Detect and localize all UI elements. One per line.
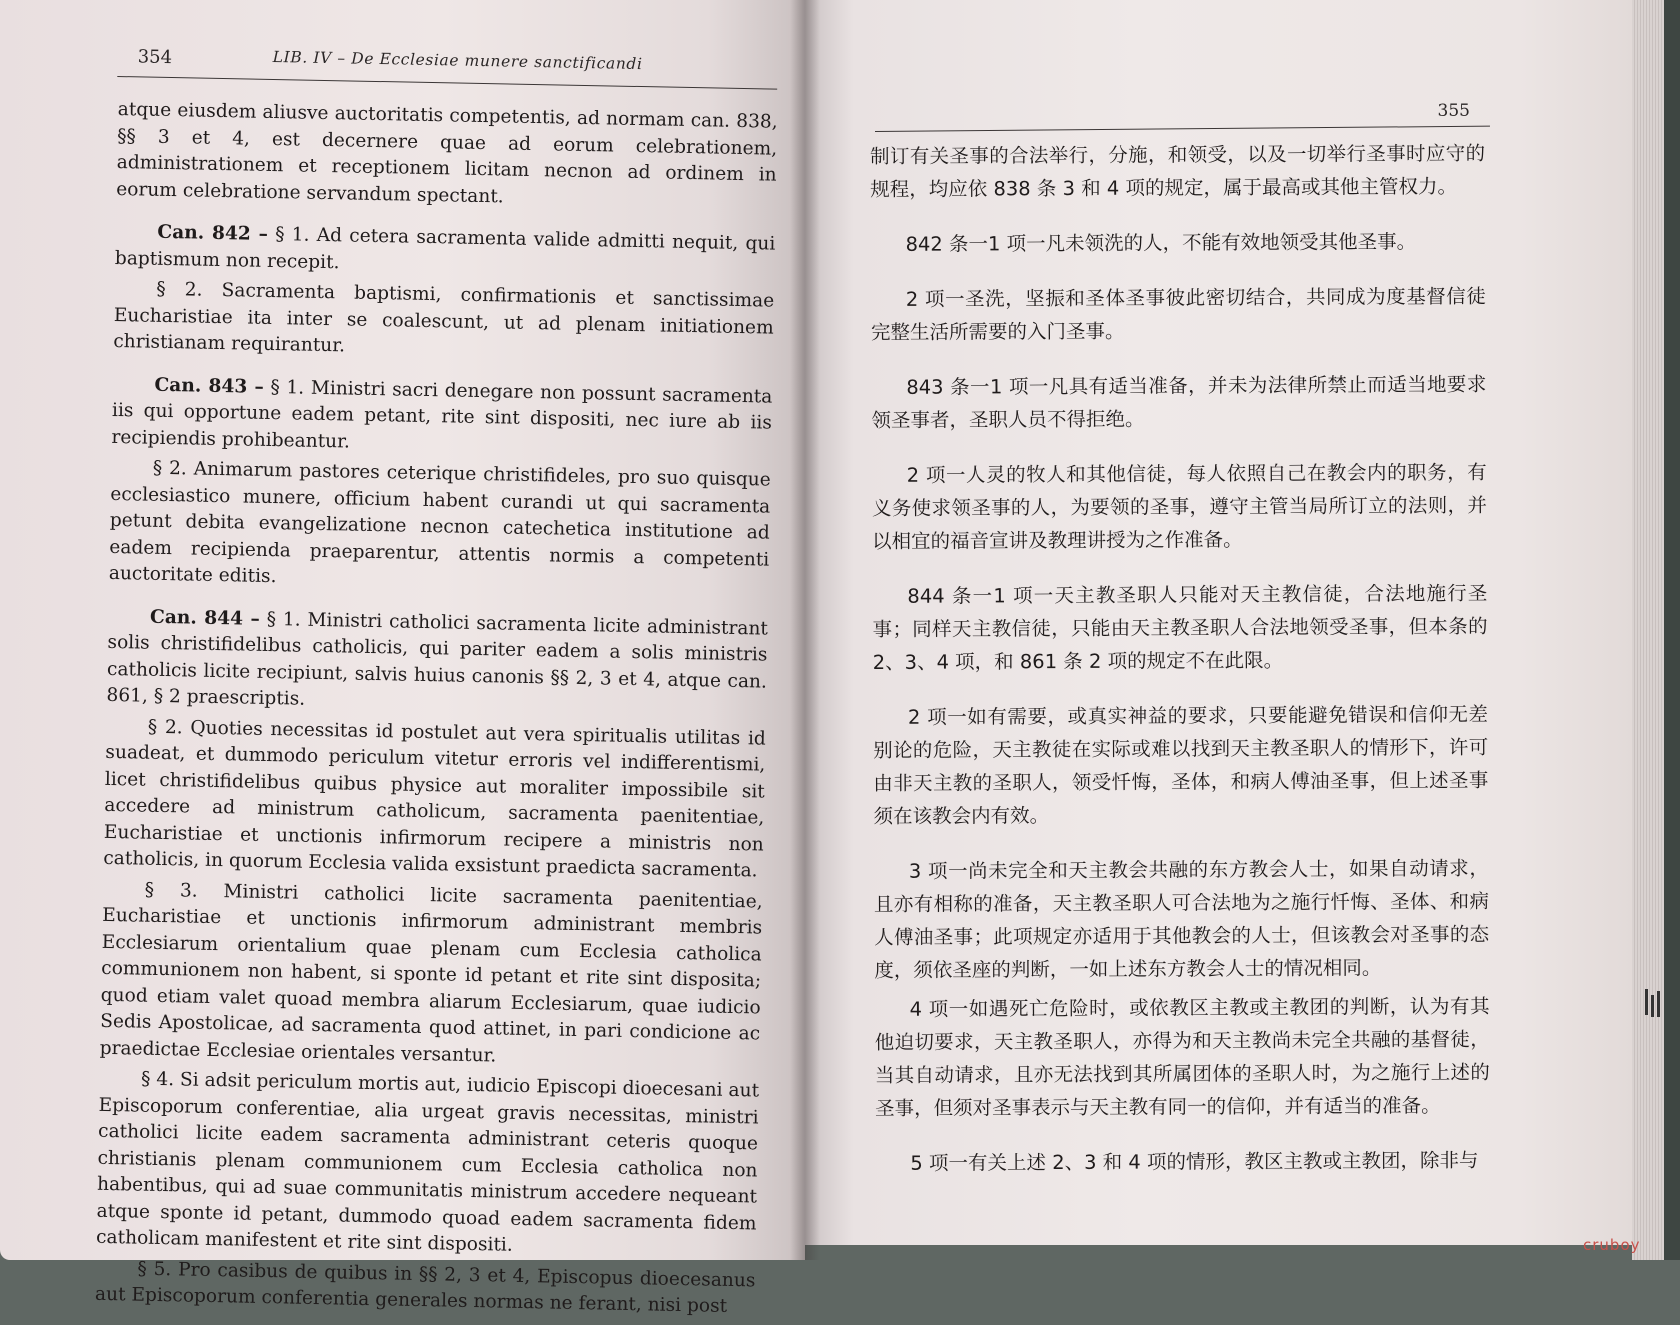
paragraph: atque eiusdem aliusve auctoritatis competentis, ad normam can. 838, §§ 3 et 4, est decernere quae ad eorum celebrationem, administrationem et receptionem licitam necnon ad ordinem in eorum celebratione servandum spectant. (116, 98, 778, 207)
paragraph: 制订有关圣事的合法举行，分施，和领受，以及一切举行圣事时应守的规程，均应依 838 条 3 和 4 项的规定，属于最高或其他主管权力。 (870, 141, 1486, 201)
book-cover-edge (1664, 0, 1680, 1260)
watermark: cruboy (1583, 1236, 1641, 1254)
paragraph (111, 371, 772, 463)
canon-label: Can. 843 – (154, 374, 265, 398)
paragraph: 4 项一如遇死亡危险时，或依教区主教或主教团的判断，认为有其他迫切要求，天主教圣职人，亦得为和天主教尚未完全共融的基督徒，当其自动请求，且亦无法找到其所属团体的圣职人时，为之施行上述的圣事，但须对圣事表示与天主教有同一的信仰，并有适当的准备。 (874, 994, 1490, 1120)
running-head: LIB. IV – De Ecclesiae munere sanctificandi (272, 47, 643, 74)
paragraph: § 2. Quoties necessitas id postulet aut vera spiritualis utilitas id suadeat, et dummodo periculum vitetur erroris vel indifferentismi, licet christifidelibus quibus physice aut moraliter impossibile sit accedere ad ministrum catholicum, sacramenta paenitentiae, Eucharistiae et unctionis infirmorum recipere a ministris non catholicis, in quorum Ecclesia valida exsistunt praedicta sacramenta. (103, 716, 767, 882)
paragraph: 2 项一如有需要，或真实神益的要求，只要能避免错误和信仰无差别论的危险，天主教徒在实际或难以找到天主教圣职人的情形下，许可由非天主教的圣职人，领受忏悔，圣体，和病人傅油圣事，但上述圣事须在该教会内有效。 (873, 702, 1489, 828)
paragraph: 3 项一尚未完全和天主教会共融的东方教会人士，如果自动请求，且亦有相称的准备，天主教圣职人可合法地为之施行忏悔、圣体、和病人傅油圣事；此项规定亦适用于其他教会的人士，但该教会对圣事的态度，须依圣座的判断，一如上述东方教会人士的情况相同。 (873, 856, 1490, 982)
paragraph: 842 条一1 项一凡未领洗的人，不能有效地领受其他圣事。 (905, 230, 1417, 256)
paragraph: 844 条一1 项一天主教圣职人只能对天主教信徒，合法地施行圣事；同样天主教信徒，只能由天主教圣职人合法地领受圣事，但本条的 2、3、4 项，和 861 条 2 项的规定不在此限。 (872, 581, 1488, 674)
paragraph: § 2. Sacramenta baptismi, confirmationis et sanctissimae Eucharistiae ita inter se coalescunt, ut ad plenam initiationem christianam requirantur. (113, 278, 775, 357)
paragraph: 2 项一圣洗，坚振和圣体圣事彼此密切结合，共同成为度基督信徒完整生活所需要的入门圣事。 (870, 284, 1486, 344)
paragraph: 5 项一有关上述 2、3 和 4 项的情形，教区主教或主教团，除非与 (910, 1148, 1479, 1175)
left-page-number: 354 (137, 46, 173, 69)
right-page-text (870, 137, 1491, 1202)
paragraph-text: § 1. Ministri sacri denegare non possunt sacramenta iis qui opportune eadem petant, rite sint dispositi, nec iure ab iis recipiendis prohibeantur. (111, 376, 773, 453)
canon-label: Can. 844 – (149, 606, 261, 630)
left-page-text (95, 97, 778, 1325)
paragraph-text: § 1. Ad cetera sacramenta valide admitti nequit, qui baptismum non recepit. (114, 224, 776, 273)
paragraph: 2 项一人灵的牧人和其他信徒，每人依照自己在教会内的职务，有义务使求领圣事的人，为要领的圣事，遵守主管当局所订立的法则，并以相宜的福音宣讲及教理讲授为之作准备。 (871, 460, 1487, 553)
paragraph (115, 219, 776, 285)
paragraph: § 5. Pro casibus de quibus in §§ 2, 3 et 4, Episcopus dioecesanus aut Episcoporum conferentia generales normas ne ferant, nisi post (94, 1258, 756, 1317)
edge-mark-icon (1643, 985, 1663, 1020)
canon-label: Can. 842 – (157, 221, 269, 245)
paragraph: 843 条一1 项一凡具有适当准备，并未为法律所禁止而适当地要求领圣事者，圣职人员不得拒绝。 (871, 372, 1487, 432)
right-page-number: 355 (1437, 101, 1470, 121)
book-gutter (790, 0, 820, 1260)
paragraph: § 3. Ministri catholici licite sacramenta paenitentiae, Eucharistiae et unctionis infirmorum administrant membris Ecclesiarum orientalium quae plenam cum Ecclesia catholica communionem non habent, si sponte id petant et rite sint disposita; quod etiam valet quoad membra aliarum Ecclesiarum, quae iudicio Sedis Apostolicae, ad sacramenta quod attinet, in pari condicione ac praedictae Ecclesiae orientales versantur. (99, 879, 763, 1066)
paragraph-text: § 1. Ministri catholici sacramenta licite administrant solis christifidelibus catholicis, qui pariter eadem a solis ministris catholicis licite recipiunt, salvis huius canonis §§ 2, 3 et 4, atque can. 861, § 2 praescriptis. (106, 608, 769, 710)
paragraph (106, 603, 768, 722)
paragraph: § 2. Animarum pastores ceterique christifideles, pro suo quisque ecclesiastico munere, officium habent curandi ut qui sacramenta petunt debita evangelizatione necnon catechetica institutione ad eadem recipienda praeparentur, attentis normis a competenti auctoritate editis. (108, 457, 771, 588)
paragraph: § 4. Si adsit periculum mortis aut, iudicio Episcopi dioecesani aut Episcoporum conferentiae, alia urgeat gravis necessitas, ministri catholici licite eadem sacramenta administrant ceteris quoque christianis plenam communionem cum Ecclesia catholica non habentibus, qui ad suae communitatis ministrum accedere nequeant atque sponte id petant, dummodo quoad eadem sacramenta fidem catholicam manifestent et rite sint dispositi. (95, 1068, 760, 1256)
